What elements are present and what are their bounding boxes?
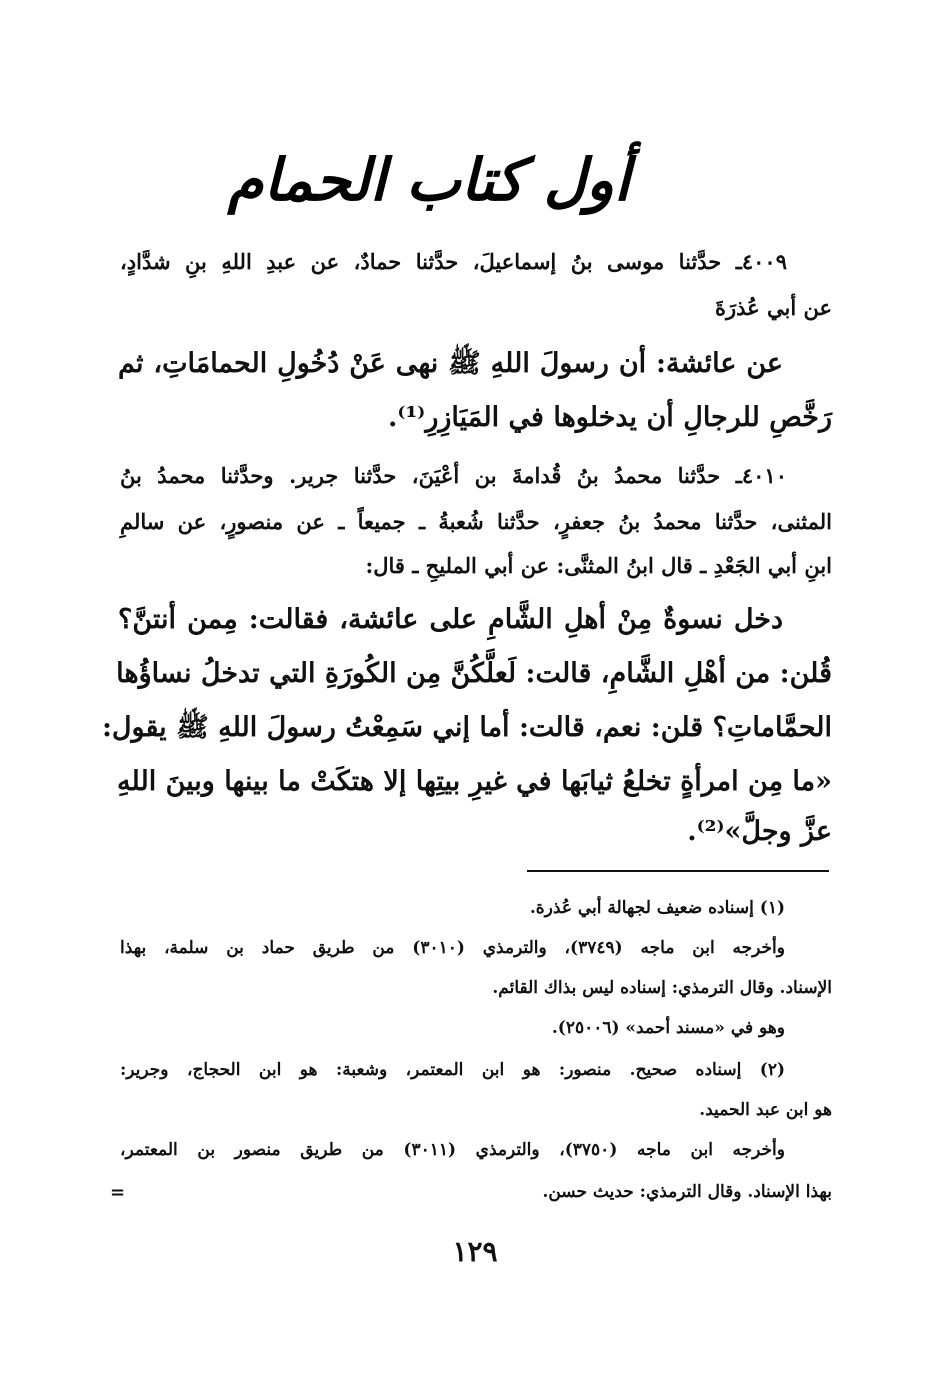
footnote-line: هو ابن عبد الحميد. bbox=[699, 1100, 832, 1120]
footnote-line: الإسناد. وقال الترمذي: إسناده ليس بذاك القائم. bbox=[492, 978, 832, 998]
hadith-4010-matn-line: الحمَّاماتِ؟ قلن: نعم، قالت: أما إني سَمِعْتُ رسولَ اللهِ ﷺ يقول: bbox=[101, 712, 832, 743]
hadith-4010-isnad-line: ابنِ أبي الجَعْدِ ـ قال ابنُ المثنَّى: عن أبي المليحِ ـ قال: bbox=[365, 553, 832, 578]
footnote-line: (١) إسناده ضعيف لجهالة أبي عُذرة. bbox=[529, 898, 785, 918]
page-number: ١٢٩ bbox=[452, 1235, 498, 1268]
hadith-4009-matn-line: عن عائشة: أن رسولَ اللهِ ﷺ نهى عَنْ دُخُولِ الحمامَاتِ، ثم bbox=[118, 348, 783, 379]
footnote-line: بهذا الإسناد. وقال الترمذي: حديث حسن. bbox=[542, 1182, 832, 1202]
footnote-line: وأخرجه ابن ماجه (٣٧٥٠)، والترمذي (٣٠١١) من طريق منصور بن المعتمر، bbox=[120, 1140, 785, 1160]
hadith-4010-matn-line: عزَّ وجلَّ»⁽²⁾. bbox=[687, 816, 832, 847]
footnote-line: (٢) إسناده صحيح. منصور: هو ابن المعتمر، وشعبة: هو ابن الحجاج، وجرير: bbox=[120, 1060, 785, 1080]
continuation-mark: = bbox=[110, 1182, 126, 1203]
hadith-4010-matn-line: دخل نسوةٌ مِنْ أهلِ الشَّامِ على عائشة، فقالت: مِمن أنتنَّ؟ bbox=[118, 604, 783, 635]
hadith-4009-matn-line: رَخَّصِ للرجالِ أن يدخلوها في المَيَازِرِ⁽¹⁾. bbox=[388, 402, 832, 433]
hadith-4009-isnad-line: ٤٠٠٩ـ حدَّثنا موسى بنُ إسماعيلَ، حدَّثنا حمادٌ، عن عبدِ اللهِ بنِ شدَّادٍ، bbox=[120, 249, 787, 274]
hadith-4009-isnad-line: عن أبي عُذرَةَ bbox=[714, 295, 832, 320]
footnote-line: وأخرجه ابن ماجه (٣٧٤٩)، والترمذي (٣٠١٠) من طريق حماد بن سلمة، بهذا bbox=[120, 938, 785, 958]
book-title: أول كتاب الحمام bbox=[227, 146, 630, 214]
hadith-4010-isnad-line: المثنى، حدَّثنا محمدُ بنُ جعفرٍ، حدَّثنا شُعبةُ ـ جميعاً ـ عن منصورٍ، عن سالمِ bbox=[120, 509, 832, 534]
hadith-4010-isnad-line: ٤٠١٠ـ حدَّثنا محمدُ بنُ قُدامةَ بن أعْيَنَ، حدَّثنا جرير. وحدَّثنا محمدُ بنُ bbox=[120, 463, 787, 488]
hadith-4010-matn-line: «ما مِن امرأةٍ تخلعُ ثيابَها في غيرِ بيتِها إلا هتكَتْ ما بينها وبينَ اللهِ bbox=[117, 766, 832, 797]
footnote-line: وهو في «مسند أحمد» (٢٥٠٠٦). bbox=[551, 1018, 785, 1038]
footnote-separator bbox=[527, 870, 829, 872]
hadith-4010-matn-line: قُلن: من أهْلِ الشَّامِ، قالت: لَعلَّكُنَّ مِن الكُورَةِ التي تدخلُ نساؤُها bbox=[116, 658, 832, 689]
